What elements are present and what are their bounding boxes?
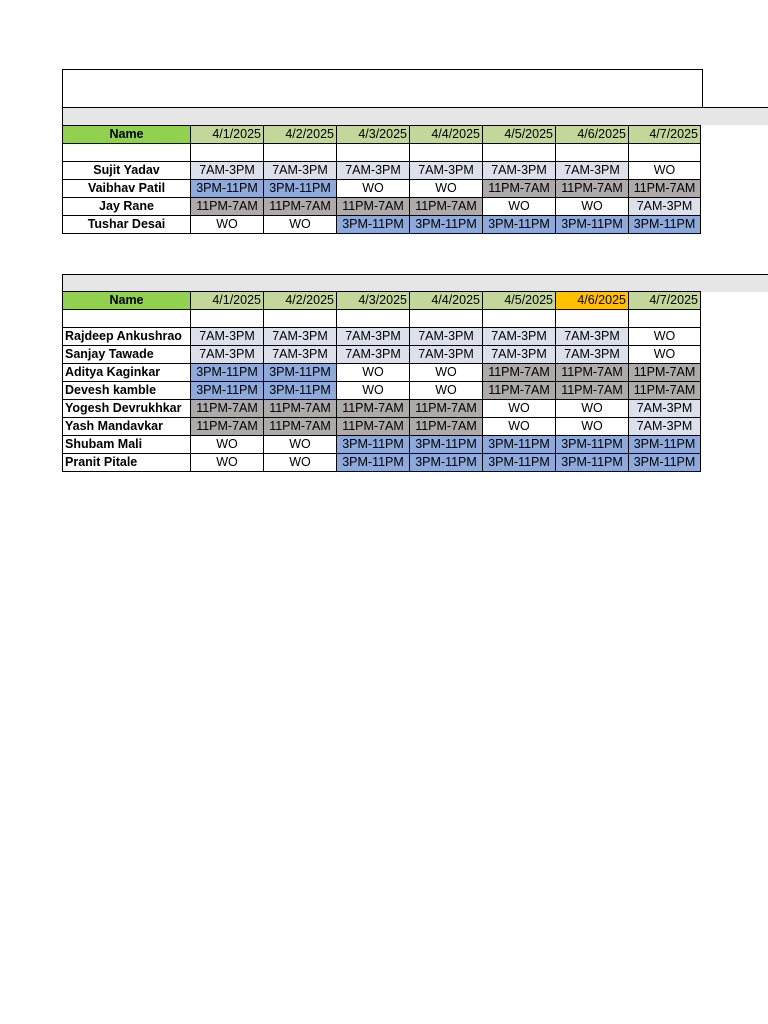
date-header-cell[interactable]: 4/7/2025 [629, 126, 701, 144]
shift-cell[interactable]: WO [337, 382, 410, 400]
shift-cell[interactable]: 7AM-3PM [483, 346, 556, 364]
shift-cell[interactable]: 11PM-7AM [264, 400, 337, 418]
shift-cell[interactable]: WO [410, 180, 483, 198]
shift-cell[interactable]: 11PM-7AM [264, 418, 337, 436]
empty-cell[interactable] [629, 144, 701, 162]
table-row [63, 436, 701, 454]
employee-name-cell[interactable]: Rajdeep Ankushrao [63, 328, 191, 346]
date-header-cell[interactable]: 4/4/2025 [410, 126, 483, 144]
shift-cell[interactable]: 7AM-3PM [337, 346, 410, 364]
shift-cell[interactable]: 3PM-11PM [556, 436, 629, 454]
name-header-cell[interactable]: Name [63, 126, 191, 144]
empty-cell[interactable] [337, 310, 410, 328]
shift-cell[interactable]: 7AM-3PM [264, 346, 337, 364]
date-header-cell[interactable]: 4/6/2025 [556, 292, 629, 310]
shift-cell[interactable]: WO [264, 436, 337, 454]
shift-cell[interactable]: WO [629, 328, 701, 346]
shift-cell[interactable]: 3PM-11PM [483, 454, 556, 472]
shift-cell[interactable]: 7AM-3PM [629, 198, 701, 216]
header-row [63, 126, 701, 144]
employee-name-cell[interactable]: Tushar Desai [63, 216, 191, 234]
shift-cell[interactable]: WO [264, 216, 337, 234]
date-header-cell[interactable]: 4/3/2025 [337, 126, 410, 144]
shift-cell[interactable]: 3PM-11PM [337, 216, 410, 234]
section-band-2 [62, 274, 768, 292]
shift-cell[interactable]: 11PM-7AM [483, 382, 556, 400]
shift-cell[interactable]: 7AM-3PM [629, 400, 701, 418]
shift-cell[interactable]: 3PM-11PM [410, 454, 483, 472]
shift-cell[interactable]: WO [629, 162, 701, 180]
date-header-cell[interactable]: 4/5/2025 [483, 126, 556, 144]
shift-cell[interactable]: WO [556, 418, 629, 436]
shift-cell[interactable]: 3PM-11PM [483, 436, 556, 454]
table-row [63, 216, 701, 234]
date-header-cell[interactable]: 4/1/2025 [191, 126, 264, 144]
table-row [63, 198, 701, 216]
date-header-cell[interactable]: 4/5/2025 [483, 292, 556, 310]
shift-cell[interactable]: 3PM-11PM [410, 436, 483, 454]
shift-cell[interactable]: 11PM-7AM [629, 382, 701, 400]
table-row [63, 364, 701, 382]
shift-cell[interactable]: WO [191, 454, 264, 472]
empty-cell[interactable] [264, 144, 337, 162]
shift-cell[interactable]: 11PM-7AM [337, 400, 410, 418]
shift-cell[interactable]: 7AM-3PM [556, 162, 629, 180]
shift-cell[interactable]: 3PM-11PM [556, 454, 629, 472]
shift-cell[interactable]: WO [337, 180, 410, 198]
empty-cell[interactable] [483, 144, 556, 162]
shift-cell[interactable]: WO [483, 400, 556, 418]
shift-cell[interactable]: 11PM-7AM [629, 364, 701, 382]
shift-cell[interactable]: WO [483, 418, 556, 436]
table-row [63, 454, 701, 472]
schedule-table-1 [62, 125, 701, 234]
empty-cell[interactable] [556, 144, 629, 162]
section-band-1 [62, 107, 768, 125]
shift-cell[interactable]: 3PM-11PM [556, 216, 629, 234]
shift-cell[interactable]: 3PM-11PM [410, 216, 483, 234]
empty-cell[interactable] [629, 310, 701, 328]
empty-cell[interactable] [337, 144, 410, 162]
shift-cell[interactable]: 3PM-11PM [191, 382, 264, 400]
employee-name-cell[interactable]: Yogesh Devrukhkar [63, 400, 191, 418]
date-header-cell[interactable]: 4/2/2025 [264, 292, 337, 310]
shift-cell[interactable]: 3PM-11PM [191, 180, 264, 198]
table-row [63, 382, 701, 400]
shift-cell[interactable]: WO [410, 382, 483, 400]
shift-cell[interactable]: 11PM-7AM [410, 400, 483, 418]
shift-cell[interactable]: 7AM-3PM [483, 328, 556, 346]
shift-cell[interactable]: 11PM-7AM [629, 180, 701, 198]
shift-cell[interactable]: 11PM-7AM [556, 364, 629, 382]
empty-cell[interactable] [191, 144, 264, 162]
shift-cell[interactable]: 7AM-3PM [410, 162, 483, 180]
shift-cell[interactable]: 11PM-7AM [191, 400, 264, 418]
shift-cell[interactable]: 7AM-3PM [556, 328, 629, 346]
shift-cell[interactable]: 3PM-11PM [629, 454, 701, 472]
blank-row [63, 144, 701, 162]
empty-cell[interactable] [63, 144, 191, 162]
shift-cell[interactable]: 7AM-3PM [264, 328, 337, 346]
table-row [63, 418, 701, 436]
shift-cell[interactable]: WO [629, 346, 701, 364]
shift-cell[interactable]: 7AM-3PM [410, 328, 483, 346]
employee-name-cell[interactable]: Shubam Mali [63, 436, 191, 454]
shift-cell[interactable]: 11PM-7AM [483, 364, 556, 382]
shift-cell[interactable]: WO [410, 364, 483, 382]
shift-cell[interactable]: 7AM-3PM [191, 346, 264, 364]
shift-cell[interactable]: 7AM-3PM [629, 418, 701, 436]
schedule-table-2 [62, 291, 701, 472]
date-header-cell[interactable]: 4/3/2025 [337, 292, 410, 310]
table-row [63, 400, 701, 418]
shift-cell[interactable]: 11PM-7AM [337, 198, 410, 216]
date-header-cell[interactable]: 4/7/2025 [629, 292, 701, 310]
shift-cell[interactable]: 3PM-11PM [264, 364, 337, 382]
employee-name-cell[interactable]: Jay Rane [63, 198, 191, 216]
shift-cell[interactable]: 3PM-11PM [337, 454, 410, 472]
shift-cell[interactable]: 11PM-7AM [410, 418, 483, 436]
shift-cell[interactable]: 11PM-7AM [556, 180, 629, 198]
empty-cell[interactable] [264, 310, 337, 328]
shift-cell[interactable]: 7AM-3PM [264, 162, 337, 180]
date-header-cell[interactable]: 4/1/2025 [191, 292, 264, 310]
employee-name-cell[interactable]: Yash Mandavkar [63, 418, 191, 436]
shift-cell[interactable]: WO [191, 216, 264, 234]
shift-cell[interactable]: WO [556, 400, 629, 418]
shift-cell[interactable]: 11PM-7AM [556, 382, 629, 400]
shift-cell[interactable]: 3PM-11PM [337, 436, 410, 454]
shift-cell[interactable]: 3PM-11PM [191, 364, 264, 382]
table-row [63, 328, 701, 346]
date-header-cell[interactable]: 4/4/2025 [410, 292, 483, 310]
shift-cell[interactable]: 11PM-7AM [410, 198, 483, 216]
shift-cell[interactable]: 7AM-3PM [337, 162, 410, 180]
employee-name-cell[interactable]: Vaibhav Patil [63, 180, 191, 198]
shift-cell[interactable]: 11PM-7AM [337, 418, 410, 436]
shift-cell[interactable]: WO [191, 436, 264, 454]
table-row [63, 346, 701, 364]
shift-cell[interactable]: 11PM-7AM [191, 418, 264, 436]
shift-cell[interactable]: 3PM-11PM [629, 216, 701, 234]
shift-cell[interactable]: 7AM-3PM [337, 328, 410, 346]
shift-cell[interactable]: 7AM-3PM [556, 346, 629, 364]
shift-cell[interactable]: 7AM-3PM [483, 162, 556, 180]
shift-cell[interactable]: 11PM-7AM [191, 198, 264, 216]
shift-cell[interactable]: WO [556, 198, 629, 216]
shift-cell[interactable]: 7AM-3PM [191, 328, 264, 346]
employee-name-cell[interactable]: Aditya Kaginkar [63, 364, 191, 382]
shift-cell[interactable]: WO [264, 454, 337, 472]
shift-cell[interactable]: 3PM-11PM [264, 382, 337, 400]
empty-cell[interactable] [410, 144, 483, 162]
shift-cell[interactable]: WO [337, 364, 410, 382]
table-row [63, 162, 701, 180]
blank-row [63, 310, 701, 328]
shift-cell[interactable]: 11PM-7AM [264, 198, 337, 216]
date-header-cell[interactable]: 4/6/2025 [556, 126, 629, 144]
empty-cell[interactable] [483, 310, 556, 328]
header-row [63, 292, 701, 310]
empty-cell[interactable] [410, 310, 483, 328]
employee-name-cell[interactable]: Sanjay Tawade [63, 346, 191, 364]
shift-cell[interactable]: WO [483, 198, 556, 216]
employee-name-cell[interactable]: Pranit Pitale [63, 454, 191, 472]
title-box [62, 69, 703, 107]
shift-cell[interactable]: 3PM-11PM [264, 180, 337, 198]
shift-cell[interactable]: 7AM-3PM [191, 162, 264, 180]
name-header-cell[interactable]: Name [63, 292, 191, 310]
employee-name-cell[interactable]: Devesh kamble [63, 382, 191, 400]
empty-cell[interactable] [556, 310, 629, 328]
shift-cell[interactable]: 3PM-11PM [629, 436, 701, 454]
shift-cell[interactable]: 7AM-3PM [410, 346, 483, 364]
shift-cell[interactable]: 11PM-7AM [483, 180, 556, 198]
empty-cell[interactable] [191, 310, 264, 328]
date-header-cell[interactable]: 4/2/2025 [264, 126, 337, 144]
shift-cell[interactable]: 3PM-11PM [483, 216, 556, 234]
table-row [63, 180, 701, 198]
empty-cell[interactable] [63, 310, 191, 328]
employee-name-cell[interactable]: Sujit Yadav [63, 162, 191, 180]
